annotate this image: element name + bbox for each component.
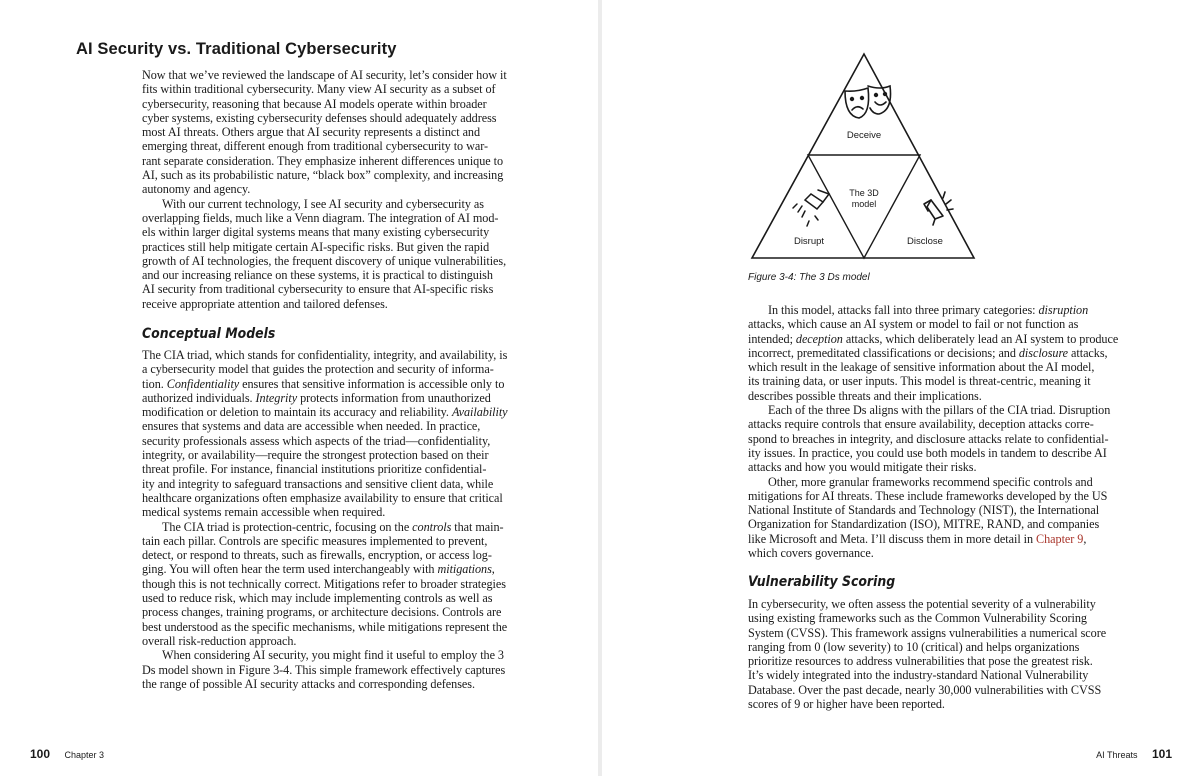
text-line: spond to breaches in integrity, and disclosure attacks relate to confidential- xyxy=(748,431,1109,446)
emphasis-term: Availability xyxy=(451,405,508,420)
page-number: 101 xyxy=(1151,747,1172,761)
emphasis-term: controls xyxy=(412,519,452,534)
label-center-line1: The 3D xyxy=(849,188,879,198)
text-line: though this is not technically correct. Mitigations refer to broader strategies xyxy=(142,576,506,591)
emphasis-term: disruption xyxy=(1038,303,1089,317)
running-head: Chapter 3 xyxy=(64,750,105,760)
text-line: a cybersecurity model that guides the protection and security of informa- xyxy=(142,362,494,377)
text-line: the range of possible AI security attacks and corresponding defenses. xyxy=(142,676,475,691)
text-line: overlapping fields, much like a Venn diagram. The integration of AI mod- xyxy=(142,210,499,225)
subheading-conceptual-models: Conceptual Models xyxy=(142,326,276,342)
text-line: tain each pillar. Controls are specific measures implemented to prevent, xyxy=(142,533,488,548)
left-page xyxy=(0,0,598,776)
text-line: autonomy and agency. xyxy=(142,182,251,197)
text-line: its training data, or user inputs. This model is threat-centric, meaning it xyxy=(748,374,1091,389)
text-line: When considering AI security, you might find it useful to employ the 3 xyxy=(162,648,504,663)
text-line: best understood as the specific mechanisms, while mitigations represent the xyxy=(142,619,508,634)
cia-paragraph xyxy=(142,348,552,691)
emphasis-term: mitigations xyxy=(437,562,492,577)
emphasis-term: disclosure xyxy=(1018,345,1069,360)
text-line: process changes, training programs, or architecture decisions. Controls are xyxy=(142,605,502,620)
text-line: fits within traditional cybersecurity. Many view AI security as a subset of xyxy=(142,82,496,97)
text-line: using existing frameworks such as the Common Vulnerability Scoring xyxy=(748,611,1087,626)
three-ds-diagram xyxy=(747,44,977,266)
label-disrupt: Disrupt xyxy=(793,236,825,247)
section-heading: AI Security vs. Traditional Cybersecurity xyxy=(76,40,397,58)
text-line: which result in the leakage of sensitive information about the AI model, xyxy=(748,360,1095,375)
text-line: AI security from traditional cybersecurity to ensure that AI-specific risks xyxy=(142,282,494,297)
running-head: AI Threats xyxy=(1096,750,1138,760)
text-line: receive appropriate attention and tailored defenses. xyxy=(142,296,388,311)
emphasis-term: deception xyxy=(795,331,843,346)
model-paragraph xyxy=(748,303,1168,560)
text-line: attacks, which cause an AI system or model to fail or not function as xyxy=(748,317,1079,332)
text-line: With our current technology, I see AI security and cybersecurity as xyxy=(162,196,484,211)
text-line: security professionals assess which aspects of the triad—confidentiality, xyxy=(142,433,491,448)
frameworks-paragraph xyxy=(748,475,1168,561)
text-line: tion. Confidentiality ensures that sensitive information is accessible only to xyxy=(142,376,505,391)
text-line: ging. You will often hear the term used interchangeably with mitigations, xyxy=(142,562,495,577)
text-line: describes possible threats and their implications. xyxy=(748,388,982,403)
text-line: modification or deletion to maintain its accuracy and reliability. Availability xyxy=(142,405,508,420)
text-line: In this model, attacks fall into three primary categories: disruption xyxy=(768,303,1089,317)
text-line: integrity, or availability—require the strongest protection based on their xyxy=(142,448,489,463)
broken-rocket-icon xyxy=(793,190,829,226)
text-line: rant separate consideration. They emphasize inherent differences unique to xyxy=(142,153,503,168)
page-number: 100 xyxy=(30,747,51,761)
text-line: emerging threat, different enough from traditional cybersecurity to war- xyxy=(142,139,488,154)
text-line: The CIA triad, which stands for confidentiality, integrity, and availability, is xyxy=(142,348,508,362)
text-line: cyber systems, existing cybersecurity defenses should adequately address xyxy=(142,110,497,125)
text-line: which covers governance. xyxy=(748,546,874,561)
text-line: The CIA triad is protection-centric, focusing on the controls that main- xyxy=(162,519,504,534)
text-line: Now that we’ve reviewed the landscape of AI security, let’s consider how it xyxy=(142,68,507,82)
text-line: attacks require controls that ensure availability, deception attacks corre- xyxy=(748,417,1094,432)
text-line: detect, or respond to threats, such as firewalls, encryption, or access log- xyxy=(142,548,492,563)
text-line: ensures that systems and data are accessible when needed. In practice, xyxy=(142,419,481,434)
right-page xyxy=(602,0,1200,776)
text-line: practices still help mitigate certain AI-specific risks. But given the rapid xyxy=(142,239,490,254)
text-line: National Institute of Standards and Technology (NIST), the International xyxy=(748,503,1100,518)
text-line: threat profile. For instance, financial institutions prioritize confidential- xyxy=(142,462,487,477)
text-line: In cybersecurity, we often assess the potential severity of a vulnerability xyxy=(748,597,1096,611)
text-line: mitigations for AI threats. These include frameworks developed by the US xyxy=(748,488,1108,503)
text-line: growth of AI technologies, the frequent discovery of unique vulnerabilities, xyxy=(142,253,507,268)
text-line: AI, such as its probabilistic nature, “black box” complexity, and increasing xyxy=(142,168,504,183)
megaphone-icon xyxy=(924,192,953,225)
text-line: medical systems remain accessible when required. xyxy=(142,505,386,520)
text-line: and our increasing reliance on these systems, it is practical to distinguish xyxy=(142,268,493,283)
emphasis-term: Integrity xyxy=(255,390,298,405)
chapter-9-link[interactable]: Chapter 9 xyxy=(1036,531,1084,546)
figure-caption: Figure 3-4: The 3 Ds model xyxy=(748,272,870,283)
text-line: overall risk-reduction approach. xyxy=(142,633,297,648)
threeds-paragraph xyxy=(142,648,552,691)
text-line: ity issues. In practice, you could use both models in tandem to describe AI xyxy=(748,445,1107,460)
text-line: used to reduce risk, which may include implementing controls as well as xyxy=(142,591,493,606)
label-disclose: Disclose xyxy=(907,236,943,247)
text-line: Database. Over the past decade, nearly 30,000 vulnerabilities with CVSS xyxy=(748,682,1102,697)
text-line: prioritize resources to address vulnerabilities that pose the greatest risk. xyxy=(748,654,1093,669)
text-line: like Microsoft and Meta. I’ll discuss them in more detail in Chapter 9, xyxy=(748,531,1087,546)
text-line: authorized individuals. Integrity protects information from unauthorized xyxy=(142,390,491,405)
intro-paragraph xyxy=(142,68,552,311)
left-folio xyxy=(30,745,104,763)
label-deceive: Deceive xyxy=(846,130,882,141)
venn-paragraph xyxy=(142,197,552,311)
text-line: It’s widely integrated into the industry-standard National Vulnerability xyxy=(748,668,1089,683)
controls-paragraph xyxy=(142,520,552,649)
label-center-line2: model xyxy=(851,199,877,209)
right-folio xyxy=(1096,745,1172,763)
outer-triangle xyxy=(752,54,974,258)
text-line: System (CVSS). This framework assigns vulnerabilities a numerical score xyxy=(748,625,1107,640)
text-line: Organization for Standardization (ISO), MITRE, RAND, and companies xyxy=(748,517,1100,532)
text-line: cybersecurity, reasoning that because AI models operate within broader xyxy=(142,96,487,111)
text-line: Other, more granular frameworks recommend specific controls and xyxy=(768,474,1093,489)
text-line: ity and integrity to safeguard transactions and sensitive client data, while xyxy=(142,476,494,491)
text-line: healthcare organizations often emphasize availability to ensure that critical xyxy=(142,490,503,505)
text-line: ranging from 0 (low severity) to 10 (critical) and helps organizations xyxy=(748,639,1080,654)
subheading-vulnerability-scoring: Vulnerability Scoring xyxy=(748,574,896,590)
text-line: scores of 9 or higher have been reported. xyxy=(748,697,945,712)
text-line: most AI threats. Others argue that AI security represents a distinct and xyxy=(142,125,481,140)
text-line: incorrect, premeditated classifications or decisions; and disclosure attacks, xyxy=(748,345,1108,360)
text-line: intended; deception attacks, which deliberately lead an AI system to produce xyxy=(748,331,1119,346)
text-line: attacks and how you would mitigate their risks. xyxy=(748,460,977,475)
emphasis-term: Confidentiality xyxy=(166,376,240,391)
text-line: Each of the three Ds aligns with the pillars of the CIA triad. Disruption xyxy=(768,403,1111,418)
text-line: els within larger digital systems means that many existing cybersecurity xyxy=(142,225,490,240)
text-line: Ds model shown in Figure 3-4. This simple framework effectively captures xyxy=(142,662,506,677)
pillars-paragraph xyxy=(748,403,1168,474)
vuln-paragraph xyxy=(748,597,1168,711)
